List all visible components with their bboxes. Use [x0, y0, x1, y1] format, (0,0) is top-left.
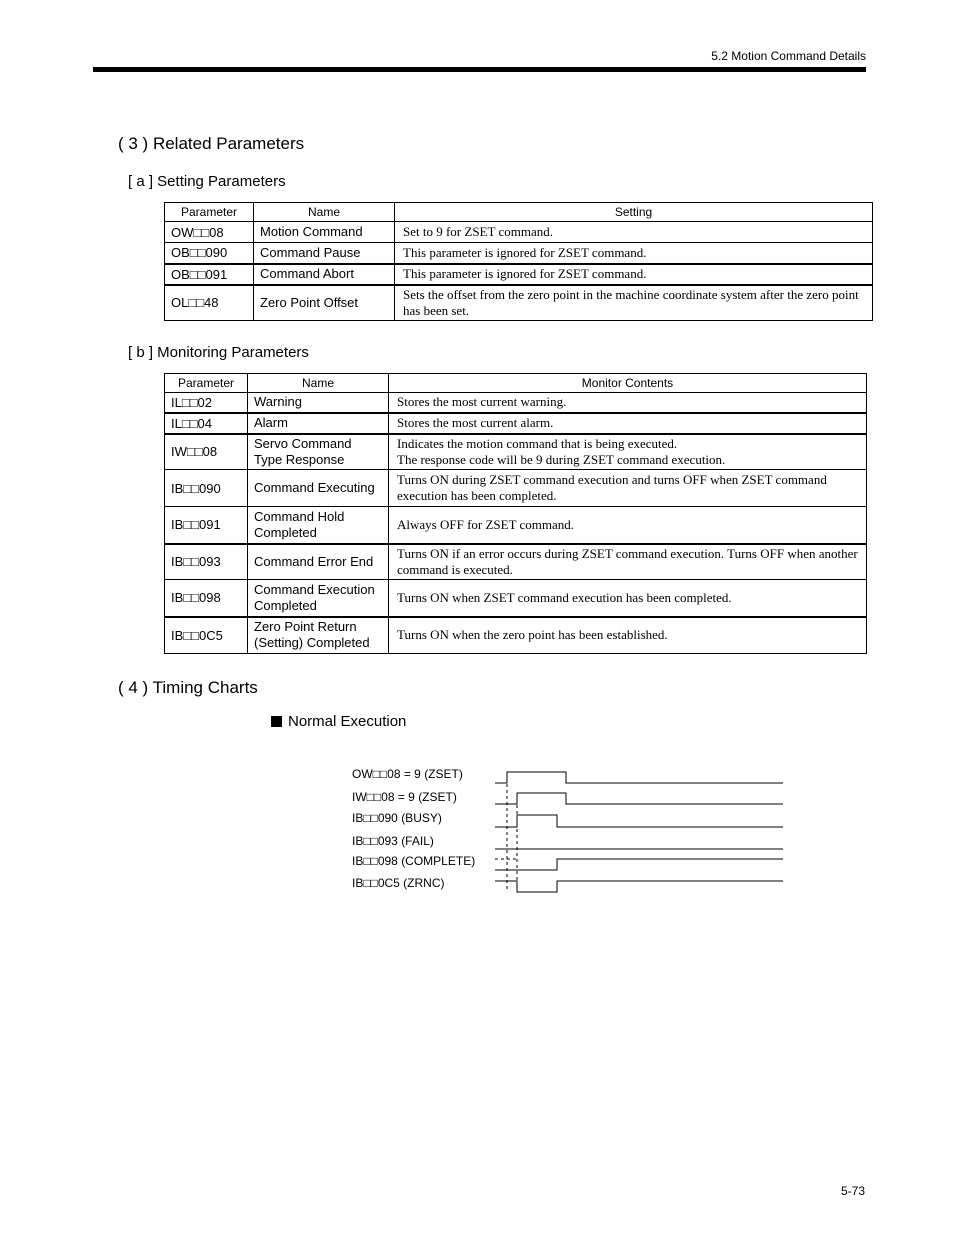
signal-label: OW□□08 = 9 (ZSET) — [352, 767, 463, 781]
monitor-cell: Stores the most current warning. — [389, 393, 867, 413]
param-cell: IL□□04 — [165, 413, 248, 434]
signal-label: IW□□08 = 9 (ZSET) — [352, 790, 457, 804]
waveform-ow08 — [495, 772, 783, 783]
name-cell: Motion Command — [254, 222, 395, 243]
param-cell: IB□□0C5 — [165, 617, 248, 654]
waveform-complete — [495, 859, 783, 870]
setting-cell: Sets the offset from the zero point in the machine coordinate system after the zero point has been set. — [395, 285, 873, 321]
monitor-cell: Indicates the motion command that is being executed. The response code will be 9 during ZSET command execution. — [389, 434, 867, 470]
name-cell: Command Executing — [248, 470, 389, 507]
monitor-cell: Stores the most current alarm. — [389, 413, 867, 434]
name-cell: Servo Command Type Response — [248, 434, 389, 470]
setting-cell: This parameter is ignored for ZSET command. — [395, 243, 873, 264]
signal-label: IB□□093 (FAIL) — [352, 834, 434, 848]
param-cell: OL□□48 — [165, 285, 254, 321]
param-cell: IB□□090 — [165, 470, 248, 507]
setting-parameters-title: [ a ] Setting Parameters — [128, 173, 286, 190]
param-cell: OW□□08 — [165, 222, 254, 243]
param-cell: OB□□091 — [165, 264, 254, 285]
monitor-cell: Turns ON when ZSET command execution has been completed. — [389, 580, 867, 617]
column-header: Name — [254, 203, 395, 222]
normal-execution-label: Normal Execution — [288, 713, 407, 730]
section-header: 5.2 Motion Command Details — [711, 49, 866, 63]
waveform-iw08 — [495, 793, 783, 804]
section-title-timing-charts: ( 4 ) Timing Charts — [118, 678, 258, 697]
column-header: Monitor Contents — [389, 374, 867, 393]
signal-label: IB□□090 (BUSY) — [352, 811, 442, 825]
monitor-cell: Turns ON during ZSET command execution and turns OFF when ZSET command execution has been completed. — [389, 470, 867, 507]
monitor-cell: Always OFF for ZSET command. — [389, 507, 867, 544]
column-header: Setting — [395, 203, 873, 222]
page-number: 5-73 — [840, 1184, 865, 1198]
param-cell: IL□□02 — [165, 393, 248, 413]
name-cell: Zero Point Return (Setting) Completed — [248, 617, 389, 654]
waveform-busy — [495, 815, 783, 827]
name-cell: Command Hold Completed — [248, 507, 389, 544]
setting-cell: Set to 9 for ZSET command. — [395, 222, 873, 243]
name-cell: Command Pause — [254, 243, 395, 264]
name-cell: Command Abort — [254, 264, 395, 285]
param-cell: IB□□091 — [165, 507, 248, 544]
signal-label: IB□□098 (COMPLETE) — [352, 854, 476, 868]
monitor-cell: Turns ON if an error occurs during ZSET command execution. Turns OFF when another command is executed. — [389, 544, 867, 580]
waveform-zrnc — [495, 881, 783, 892]
column-header: Parameter — [165, 203, 254, 222]
param-cell: OB□□090 — [165, 243, 254, 264]
monitor-cell: Turns ON when the zero point has been established. — [389, 617, 867, 654]
param-cell: IW□□08 — [165, 434, 248, 470]
column-header: Name — [248, 374, 389, 393]
param-cell: IB□□093 — [165, 544, 248, 580]
signal-label: IB□□0C5 (ZRNC) — [352, 876, 445, 890]
name-cell: Alarm — [248, 413, 389, 434]
name-cell: Command Error End — [248, 544, 389, 580]
name-cell: Zero Point Offset — [254, 285, 395, 321]
monitoring-parameters-title: [ b ] Monitoring Parameters — [128, 344, 309, 361]
name-cell: Warning — [248, 393, 389, 413]
name-cell: Command Execution Completed — [248, 580, 389, 617]
column-header: Parameter — [165, 374, 248, 393]
setting-cell: This parameter is ignored for ZSET command. — [395, 264, 873, 285]
param-cell: IB□□098 — [165, 580, 248, 617]
section-title-related-parameters: ( 3 ) Related Parameters — [118, 134, 305, 153]
